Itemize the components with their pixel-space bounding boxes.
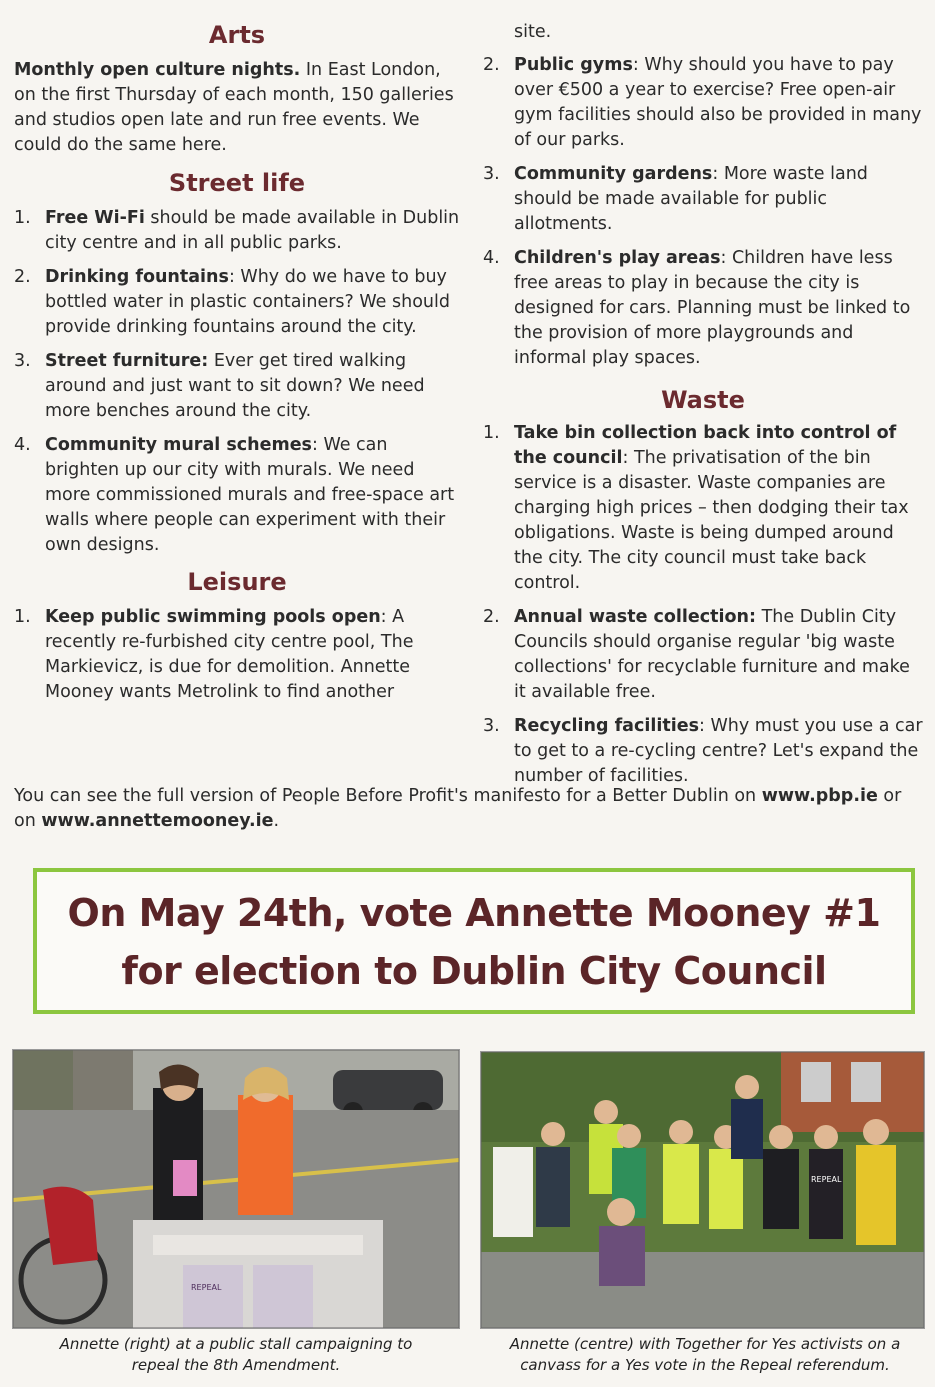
- arts-text: In East London, on the first Thursday of each month, 150 galleries and studios open late and run free events. We could do the same here.: [14, 60, 454, 155]
- vote-line-2: for election to Dublin City Council: [121, 949, 827, 993]
- continued-text: site.: [514, 22, 552, 42]
- right-column: [483, 0, 923, 798]
- leisure-heading: Leisure: [187, 568, 287, 596]
- stall-sign-text: REPEAL: [191, 1283, 222, 1292]
- list-item: 1. Take bin collection back into control of the council: The privatisation of the bin service is a disaster. Waste companies are charging high prices – then dodging their tax obligations. Waste is being dumped around the city. The city council must take back control.: [483, 423, 909, 593]
- left-column: [14, 0, 460, 714]
- list-item: 2. Public gyms: Why should you have to pay over €500 a year to exercise? Free open-air gym facilities should also be provided in many of our parks.: [483, 55, 922, 150]
- arts-paragraph: [14, 58, 460, 158]
- pbp-link[interactable]: www.pbp.ie: [761, 786, 878, 806]
- canvass-photo-caption: Annette (centre) with Together for Yes activists on a canvass for a Yes vote in the Repeal referendum.: [509, 1335, 901, 1374]
- list-item: 3. Recycling facilities: Why must you use a car to get to a re-cycling centre? Let's expand the number of facilities.: [483, 716, 923, 786]
- list-item: 3. Community gardens: More waste land should be made available for public allotments.: [483, 164, 868, 234]
- waste-heading: Waste: [661, 386, 745, 414]
- list-item: 3. Street furniture: Ever get tired walking around and just want to sit down? We need more benches around the city.: [14, 351, 425, 421]
- list-item: 2. Drinking fountains: Why do we have to buy bottled water in plastic containers? We should provide drinking fountains around the city.: [14, 267, 450, 337]
- leisure-list-continued: [483, 53, 923, 371]
- shirt-text: REPEAL: [811, 1175, 842, 1184]
- list-item: 1. Free Wi-Fi should be made available in Dublin city centre and in all public parks.: [14, 208, 460, 253]
- list-item: 2. Annual waste collection: The Dublin City Councils should organise regular 'big waste collections' for recyclable furniture and make it available free.: [483, 607, 910, 702]
- stall-photo-caption: Annette (right) at a public stall campaigning to repeal the 8th Amendment.: [59, 1335, 413, 1374]
- list-item: 4. Community mural schemes: We can brighten up our city with murals. We need more commissioned murals and free-space art walls where people can experiment with their own designs.: [14, 435, 455, 555]
- arts-heading: Arts: [208, 21, 266, 49]
- street-life-heading: Street life: [168, 169, 306, 197]
- stall-photo-image: [13, 1050, 459, 1328]
- vote-line-1: On May 24th, vote Annette Mooney #1: [67, 891, 881, 935]
- canvass-photo-image: [481, 1052, 924, 1328]
- manifesto-footer: You can see the full version of People Before Profit's manifesto for a Better Dublin on www.pbp.ie or on www.annettemooney.ie.: [14, 786, 902, 831]
- list-item: 1. Keep public swimming pools open: A recently re-furbished city centre pool, The Markievicz, is due for demolition. Annette Mooney wants Metrolink to find another: [14, 607, 414, 702]
- annettemooney-link[interactable]: www.annettemooney.ie: [41, 811, 274, 831]
- arts-lead: Monthly open culture nights.: [14, 60, 301, 80]
- street-life-list: [14, 206, 460, 558]
- list-item: 4. Children's play areas: Children have less free areas to play in because the city is designed for cars. Planning must be linked to the provision of more playgrounds and informal play spaces.: [483, 248, 911, 368]
- waste-list: [483, 421, 923, 789]
- leisure-list: [14, 605, 460, 705]
- vote-headline: [37, 884, 911, 1000]
- canvass-photo: [480, 1051, 925, 1329]
- stall-photo: [12, 1049, 460, 1329]
- vote-callout: [33, 868, 915, 1014]
